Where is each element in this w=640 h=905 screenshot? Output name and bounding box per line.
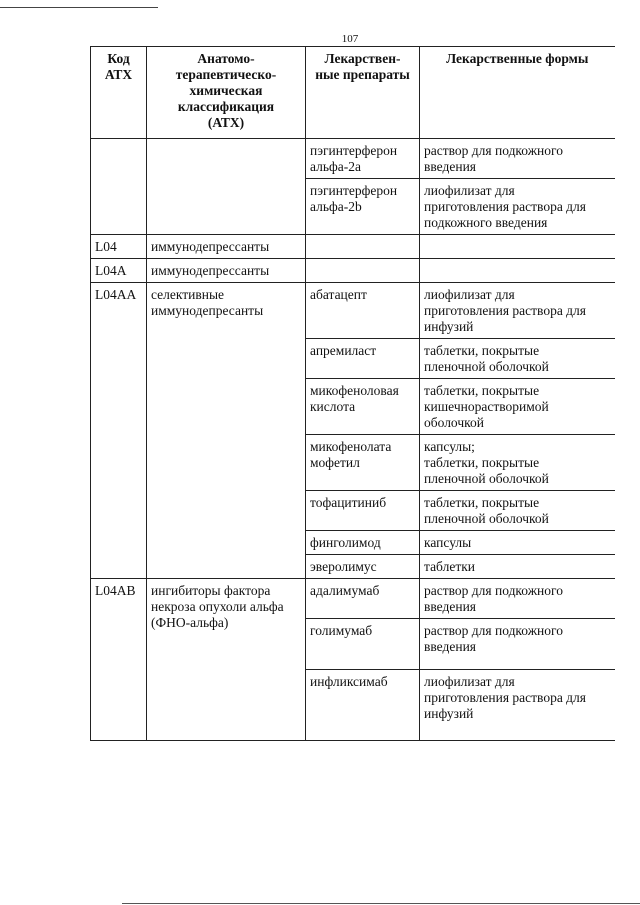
- cell-drug: тофацитиниб: [306, 491, 420, 531]
- cell-classification: селективные иммунодепресанты: [147, 283, 306, 579]
- cell-form: капсулы: [420, 531, 615, 555]
- cell-drug: абатацепт: [306, 283, 420, 339]
- table-row: [91, 139, 615, 179]
- cell-form: таблетки, покрытые кишечнорастворимой оболочкой: [420, 379, 615, 435]
- cell-form: лиофилизат для приготовления раствора для инфузий: [420, 670, 615, 741]
- cell-code: L04AA: [91, 283, 147, 579]
- cell-code: L04A: [91, 259, 147, 283]
- cell-drug: микофеноловая кислота: [306, 379, 420, 435]
- cell-classification: [147, 139, 306, 235]
- table-header-row: [91, 47, 615, 139]
- drug-table: [90, 46, 615, 741]
- cell-form: таблетки, покрытые пленочной оболочкой: [420, 339, 615, 379]
- cell-drug: эверолимус: [306, 555, 420, 579]
- cell-drug: адалимумаб: [306, 579, 420, 619]
- table-row: [91, 579, 615, 619]
- cell-form: капсулы; таблетки, покрытые пленочной оболочкой: [420, 435, 615, 491]
- cell-classification: иммунодепрессанты: [147, 235, 306, 259]
- cell-form: [420, 235, 615, 259]
- cell-form: [420, 259, 615, 283]
- scan-edge-line: [122, 903, 640, 904]
- cell-code: L04AB: [91, 579, 147, 741]
- cell-form: раствор для подкожного введения: [420, 139, 615, 179]
- cell-drug: апремиласт: [306, 339, 420, 379]
- cell-classification: ингибиторы фактора некроза опухоли альфа (ФНО-альфа): [147, 579, 306, 741]
- header-classification: Анатомо- терапевтическо- химическая классификация (АТХ): [147, 47, 306, 139]
- cell-drug: пэгинтерферон альфа-2a: [306, 139, 420, 179]
- table-row: [91, 235, 615, 259]
- cell-form: раствор для подкожного введения: [420, 619, 615, 670]
- header-drugs: Лекарствен- ные препараты: [306, 47, 420, 139]
- header-code: Код АТХ: [91, 47, 147, 139]
- cell-form: лиофилизат для приготовления раствора для инфузий: [420, 283, 615, 339]
- header-forms: Лекарственные формы: [420, 47, 615, 139]
- cell-drug: финголимод: [306, 531, 420, 555]
- page-number: 107: [341, 33, 359, 45]
- cell-drug: микофенолата мофетил: [306, 435, 420, 491]
- cell-drug: [306, 259, 420, 283]
- cell-form: раствор для подкожного введения: [420, 579, 615, 619]
- table-row: [91, 259, 615, 283]
- cell-drug: голимумаб: [306, 619, 420, 670]
- cell-classification: иммунодепрессанты: [147, 259, 306, 283]
- cell-form: таблетки: [420, 555, 615, 579]
- cell-drug: пэгинтерферон альфа-2b: [306, 179, 420, 235]
- cell-drug: [306, 235, 420, 259]
- cell-form: лиофилизат для приготовления раствора для подкожного введения: [420, 179, 615, 235]
- cell-drug: инфликсимаб: [306, 670, 420, 741]
- scan-edge-line: [0, 7, 158, 8]
- cell-code: [91, 139, 147, 235]
- cell-code: L04: [91, 235, 147, 259]
- table-row: [91, 283, 615, 339]
- cell-form: таблетки, покрытые пленочной оболочкой: [420, 491, 615, 531]
